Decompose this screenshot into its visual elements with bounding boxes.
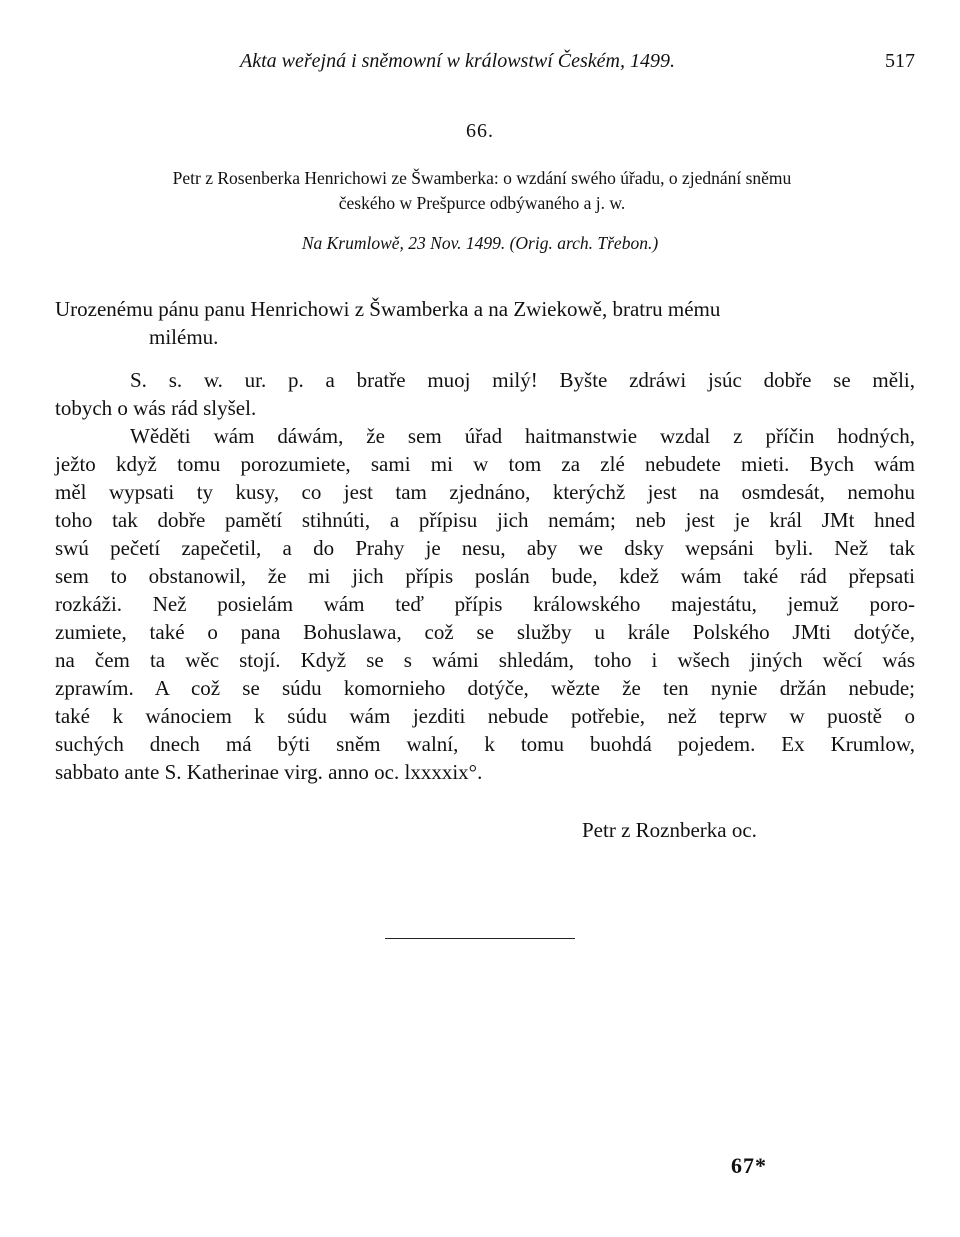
letter-body	[55, 366, 915, 786]
address-line: milému.	[149, 325, 219, 349]
body-line: ježto když tomu porozumiete, sami mi w tom za zlé nebudete mieti. Bych wám	[55, 452, 915, 476]
summary-line: českého w Prešpurce odbýwaného a j. w.	[338, 193, 626, 213]
address-line: Urozenému pánu panu Henrichowi z Šwamberka a na Zwiekowě, bratru mému	[55, 297, 721, 321]
body-line: sem to obstanowil, že mi jich přípis poslán bude, kdež wám také rád přepsati	[55, 564, 915, 588]
body-line: suchých dnech má býti sněm walní, k tomu buohdá pojedem. Ex Krumlow,	[55, 732, 915, 756]
dateline: Na Krumlowě, 23 Nov. 1499. (Orig. arch. Třebon.)	[301, 233, 659, 253]
body-line: toho tak dobře pamětí stihnúti, a přípisu jich nemám; neb jest je král JMt hned	[55, 508, 915, 532]
summary-line: Petr z Rosenberka Henrichowi ze Šwamberka: o wzdání swého úřadu, o zjednání sněmu	[172, 168, 792, 188]
section-divider	[385, 938, 575, 939]
signature-mark: 67*	[731, 1153, 767, 1178]
body-line: na čem ta wěc stojí. Když se s wámi shledám, toho i wšech jiných wěcí wás	[55, 648, 915, 672]
body-line: rozkáži. Než posielám wám teď přípis králowského majestátu, jemuž poro-	[55, 592, 915, 616]
body-line: S. s. w. ur. p. a bratře muoj milý! Byšte zdráwi jsúc dobře se měli,	[130, 368, 915, 392]
letter-signature: Petr z Roznberka oc.	[582, 818, 757, 842]
body-line: zumiete, také o pana Bohuslawa, což se služby u krále Polského JMti dotýče,	[55, 620, 915, 644]
page-number: 517	[885, 50, 915, 72]
body-line: Wěděti wám dáwám, že sem úřad haitmanstwie wzdal z příčin hodných,	[130, 424, 915, 448]
document-summary	[62, 166, 902, 216]
document-number: 66.	[466, 120, 494, 142]
running-title: Akta weřejná i sněmowní w králowstwí Českém, 1499.	[240, 50, 675, 72]
body-line: také k wánociem k súdu wám jezditi nebude potřebie, než teprw w puostě o	[55, 704, 915, 728]
letter-address	[55, 295, 915, 351]
body-line: swú pečetí zapečetil, a do Prahy je nesu, aby we dsky wepsáni byli. Než tak	[55, 536, 915, 560]
body-line: sabbato ante S. Katherinae virg. anno oc. lxxxxix°.	[55, 760, 483, 784]
body-line: měl wypsati ty kusy, co jest tam zjednáno, kterýchž jest na osmdesát, nemohu	[55, 480, 915, 504]
body-line: tobych o wás rád slyšel.	[55, 396, 257, 420]
body-line: zprawím. A což se súdu komornieho dotýče, wězte že ten nynie držán nebude;	[55, 676, 915, 700]
